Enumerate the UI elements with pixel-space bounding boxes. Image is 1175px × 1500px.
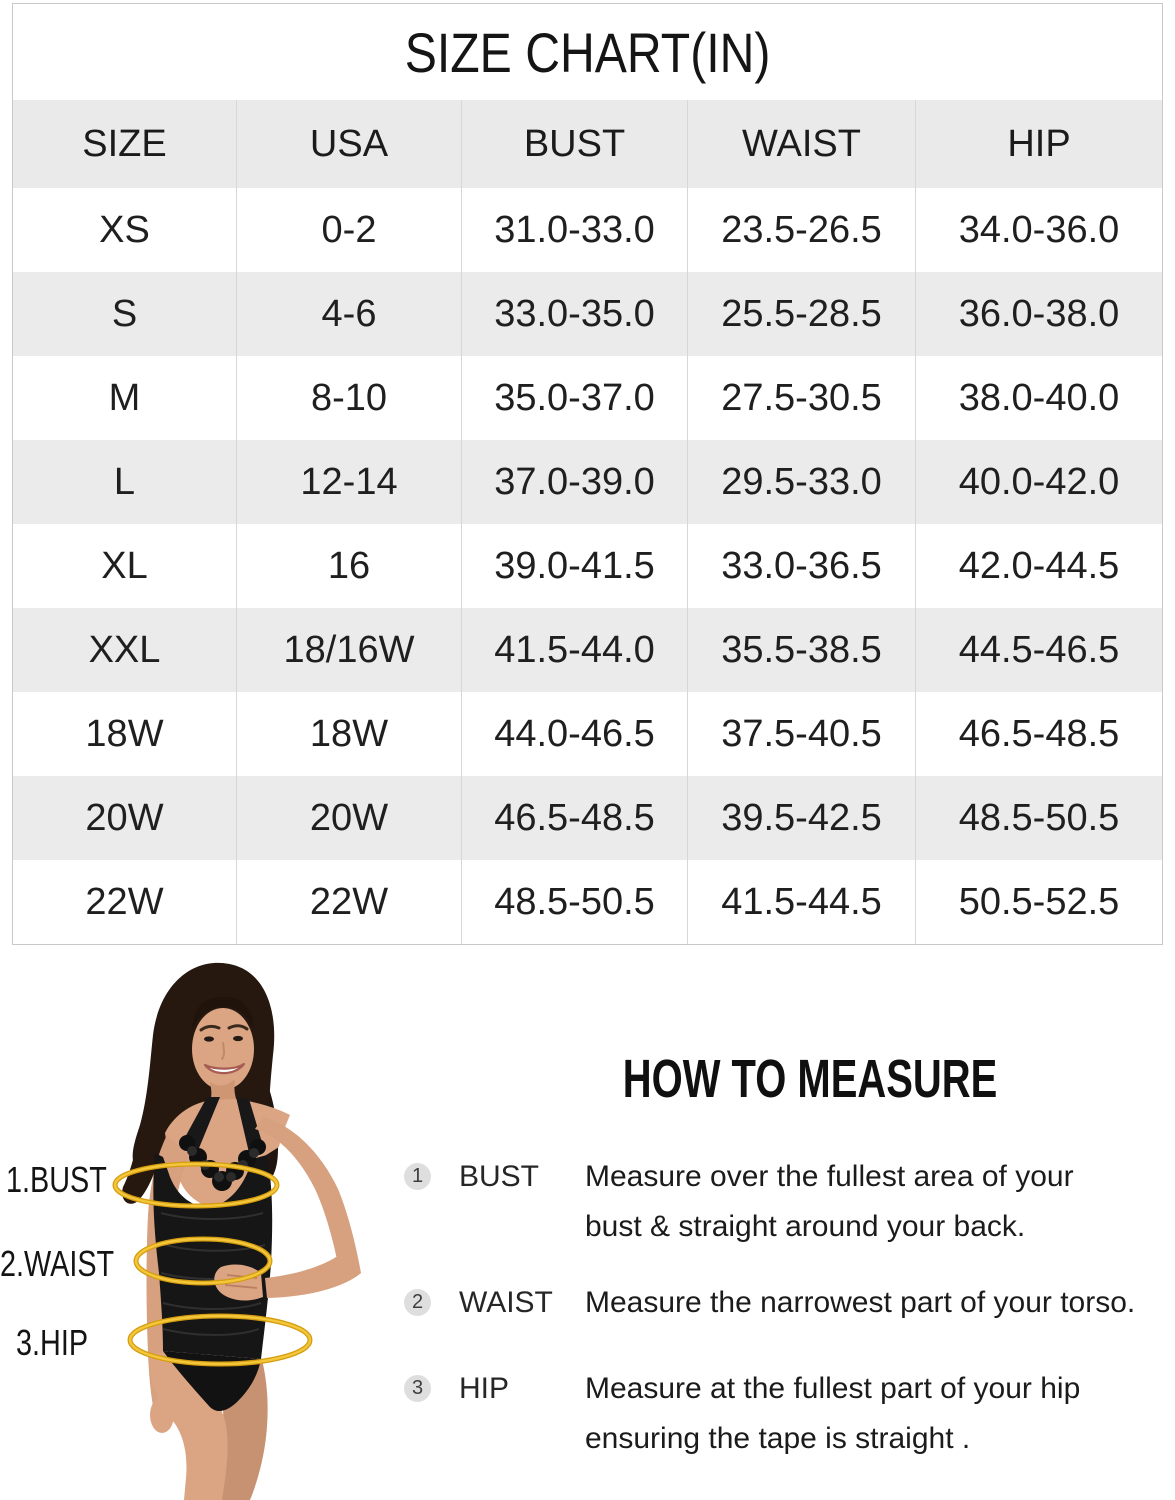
- table-cell: 31.0-33.0: [462, 188, 688, 272]
- table-cell: M: [13, 356, 237, 440]
- right-forearm: [265, 1248, 361, 1298]
- table-cell: L: [13, 440, 237, 524]
- step-description-hip: [585, 1364, 1160, 1464]
- table-cell: 8-10: [237, 356, 462, 440]
- column-header-hip: HIP: [1007, 122, 1071, 165]
- step-1-badge: 1: [404, 1163, 431, 1190]
- measure-step-hip: [404, 1364, 1160, 1464]
- table-cell: 23.5-26.5: [688, 188, 916, 272]
- table-row-l: [13, 440, 1162, 524]
- table-header-row: [13, 100, 1162, 188]
- table-cell: 18W: [13, 692, 237, 776]
- table-cell: 40.0-42.0: [958, 460, 1120, 503]
- table-cell: 48.5-50.5: [958, 796, 1120, 839]
- table-cell: 44.0-46.5: [462, 692, 688, 776]
- table-cell: 33.0-36.5: [688, 524, 916, 608]
- description-line: Measure over the fullest area of your: [585, 1160, 1074, 1193]
- figure-label-bust: 1.BUST: [6, 1159, 107, 1200]
- table-cell: 27.5-30.5: [688, 356, 916, 440]
- description-line: Measure the narrowest part of your torso.: [585, 1286, 1136, 1319]
- table-cell: XXL: [13, 608, 237, 692]
- table-cell: 18W: [237, 692, 462, 776]
- table-cell: 34.0-36.0: [958, 208, 1120, 251]
- table-cell: 0-2: [237, 188, 462, 272]
- table-cell: 44.5-46.5: [958, 628, 1120, 671]
- table-cell: 4-6: [237, 272, 462, 356]
- table-row-s: [13, 272, 1162, 356]
- table-cell: 20W: [13, 776, 237, 860]
- table-cell: 33.0-35.0: [462, 272, 688, 356]
- table-cell: 41.5-44.5: [688, 860, 916, 944]
- table-cell: 48.5-50.5: [462, 860, 688, 944]
- table-cell: 12-14: [237, 440, 462, 524]
- column-header-waist: WAIST: [688, 100, 916, 188]
- table-row-m: [13, 356, 1162, 440]
- table-cell: 25.5-28.5: [688, 272, 916, 356]
- description-line: bust & straight around your back.: [585, 1210, 1026, 1243]
- step-label-bust: BUST: [459, 1160, 540, 1193]
- description-line: ensuring the tape is straight .: [585, 1422, 971, 1455]
- step-description-waist: [585, 1278, 1160, 1328]
- figure-label-hip: 3.HIP: [16, 1322, 89, 1363]
- column-header-bust: BUST: [462, 100, 688, 188]
- table-cell: 22W: [237, 860, 462, 944]
- table-cell: 22W: [13, 860, 237, 944]
- table-cell: XL: [13, 524, 237, 608]
- table-row-20w: [13, 776, 1162, 860]
- table-cell: 39.0-41.5: [462, 524, 688, 608]
- size-chart-table: [12, 3, 1163, 945]
- size-chart-title-text: SIZE CHART(IN): [404, 20, 771, 84]
- table-cell: 37.5-40.5: [688, 692, 916, 776]
- table-cell: 29.5-33.0: [688, 440, 916, 524]
- table-cell: 41.5-44.0: [462, 608, 688, 692]
- table-cell: 35.0-37.0: [462, 356, 688, 440]
- column-header-usa: USA: [237, 100, 462, 188]
- table-cell: 42.0-44.5: [958, 544, 1120, 587]
- description-line: Measure at the fullest part of your hip: [585, 1372, 1081, 1405]
- table-row-xxl: [13, 608, 1162, 692]
- figure-label-waist: 2.WAIST: [0, 1243, 115, 1284]
- table-cell: 20W: [237, 776, 462, 860]
- table-cell: 35.5-38.5: [688, 608, 916, 692]
- column-header-size: SIZE: [13, 100, 237, 188]
- table-row-18w: [13, 692, 1162, 776]
- table-cell: XS: [13, 188, 237, 272]
- step-label-waist: WAIST: [459, 1286, 553, 1319]
- table-cell: 50.5-52.5: [958, 880, 1120, 923]
- how-to-measure-heading: HOW TO MEASURE: [622, 1049, 998, 1109]
- step-label-hip: HIP: [459, 1372, 510, 1405]
- table-cell: 16: [237, 524, 462, 608]
- table-row-xs: [13, 188, 1162, 272]
- step-description-bust: [585, 1152, 1160, 1252]
- table-cell: 37.0-39.0: [462, 440, 688, 524]
- model-illustration: [95, 955, 400, 1500]
- step-2-badge: 2: [404, 1289, 431, 1316]
- measure-step-bust: [404, 1152, 1160, 1252]
- measure-step-waist: [404, 1278, 1160, 1328]
- table-row-xl: [13, 524, 1162, 608]
- table-cell: 46.5-48.5: [462, 776, 688, 860]
- size-chart-title: [13, 4, 1162, 100]
- table-cell: 18/16W: [237, 608, 462, 692]
- table-row-22w: [13, 860, 1162, 944]
- table-cell: 39.5-42.5: [688, 776, 916, 860]
- table-cell: 38.0-40.0: [958, 376, 1120, 419]
- table-cell: 46.5-48.5: [958, 712, 1120, 755]
- step-3-badge: 3: [404, 1375, 431, 1402]
- table-cell: S: [13, 272, 237, 356]
- table-cell: 36.0-38.0: [958, 292, 1120, 335]
